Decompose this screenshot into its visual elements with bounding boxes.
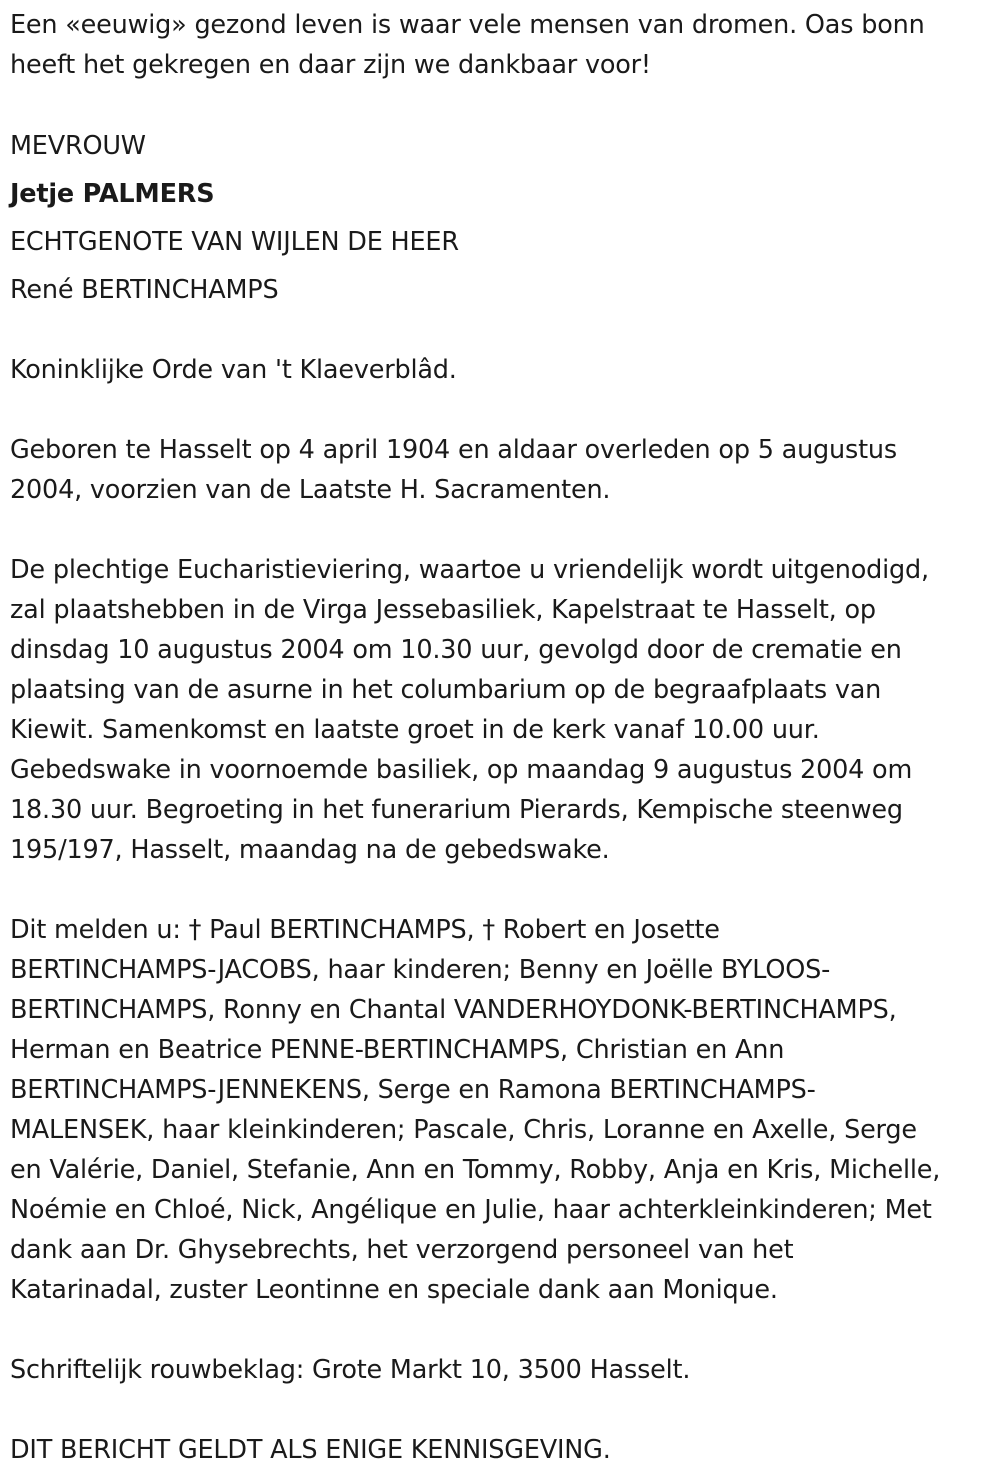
- birth-death-line: 2004, voorzien van de Laatste H. Sacramenten.: [10, 475, 611, 505]
- deceased-name: Jetje PALMERS: [10, 179, 215, 209]
- notice-paragraph: [10, 1430, 995, 1470]
- condolences-paragraph: [10, 1350, 995, 1390]
- birth-death-line: Geboren te Hasselt op 4 april 1904 en aldaar overleden op 5 augustus: [10, 435, 897, 465]
- ceremony-line: De plechtige Eucharistieviering, waartoe u vriendelijk wordt uitgenodigd,: [10, 555, 929, 585]
- family-line: en Valérie, Daniel, Stefanie, Ann en Tommy, Robby, Anja en Kris, Michelle,: [10, 1155, 941, 1185]
- family-line: BERTINCHAMPS-JACOBS, haar kinderen; Benny en Joëlle BYLOOS-: [10, 955, 831, 985]
- spouse-name: René BERTINCHAMPS: [10, 275, 279, 305]
- deceased-block: [10, 122, 995, 314]
- family-line: BERTINCHAMPS, Ronny en Chantal VANDERHOYDONK-BERTINCHAMPS,: [10, 995, 897, 1025]
- ceremony-line: dinsdag 10 augustus 2004 om 10.30 uur, gevolgd door de crematie en: [10, 635, 902, 665]
- ceremony-line: Kiewit. Samenkomst en laatste groet in de kerk vanaf 10.00 uur.: [10, 715, 820, 745]
- ceremony-line: Gebedswake in voornoemde basiliek, op maandag 9 augustus 2004 om: [10, 755, 913, 785]
- family-line: Herman en Beatrice PENNE-BERTINCHAMPS, Christian en Ann: [10, 1035, 785, 1065]
- ceremony-line: 195/197, Hasselt, maandag na de gebedswake.: [10, 835, 610, 865]
- ceremony-paragraph: [10, 550, 995, 870]
- ceremony-line: 18.30 uur. Begroeting in het funerarium Pierards, Kempische steenweg: [10, 795, 903, 825]
- notice-line: DIT BERICHT GELDT ALS ENIGE KENNISGEVING.: [10, 1435, 611, 1465]
- family-line: MALENSEK, haar kleinkinderen; Pascale, Chris, Loranne en Axelle, Serge: [10, 1115, 917, 1145]
- family-line: BERTINCHAMPS-JENNEKENS, Serge en Ramona BERTINCHAMPS-: [10, 1075, 816, 1105]
- ceremony-line: plaatsing van de asurne in het columbarium op de begraafplaats van: [10, 675, 882, 705]
- birth-death-paragraph: [10, 430, 995, 510]
- order-line: Koninklijke Orde van 't Klaeverblâd.: [10, 355, 457, 385]
- family-line: Katarinadal, zuster Leontinne en speciale dank aan Monique.: [10, 1275, 778, 1305]
- honorific: MEVROUW: [10, 131, 146, 161]
- ceremony-line: zal plaatshebben in de Virga Jessebasiliek, Kapelstraat te Hasselt, op: [10, 595, 876, 625]
- family-line: Noémie en Chloé, Nick, Angélique en Julie, haar achterkleinkinderen; Met: [10, 1195, 932, 1225]
- family-paragraph: [10, 910, 995, 1310]
- condolences-line: Schriftelijk rouwbeklag: Grote Markt 10, 3500 Hasselt.: [10, 1355, 691, 1385]
- relation-line: ECHTGENOTE VAN WIJLEN DE HEER: [10, 227, 459, 257]
- intro-line: heeft het gekregen en daar zijn we dankbaar voor!: [10, 50, 651, 80]
- intro-line: Een «eeuwig» gezond leven is waar vele mensen van dromen. Oas bonn: [10, 10, 925, 40]
- family-line: Dit melden u: † Paul BERTINCHAMPS, † Robert en Josette: [10, 915, 720, 945]
- order-paragraph: [10, 350, 995, 390]
- intro-paragraph: [10, 5, 995, 85]
- family-line: dank aan Dr. Ghysebrechts, het verzorgend personeel van het: [10, 1235, 794, 1265]
